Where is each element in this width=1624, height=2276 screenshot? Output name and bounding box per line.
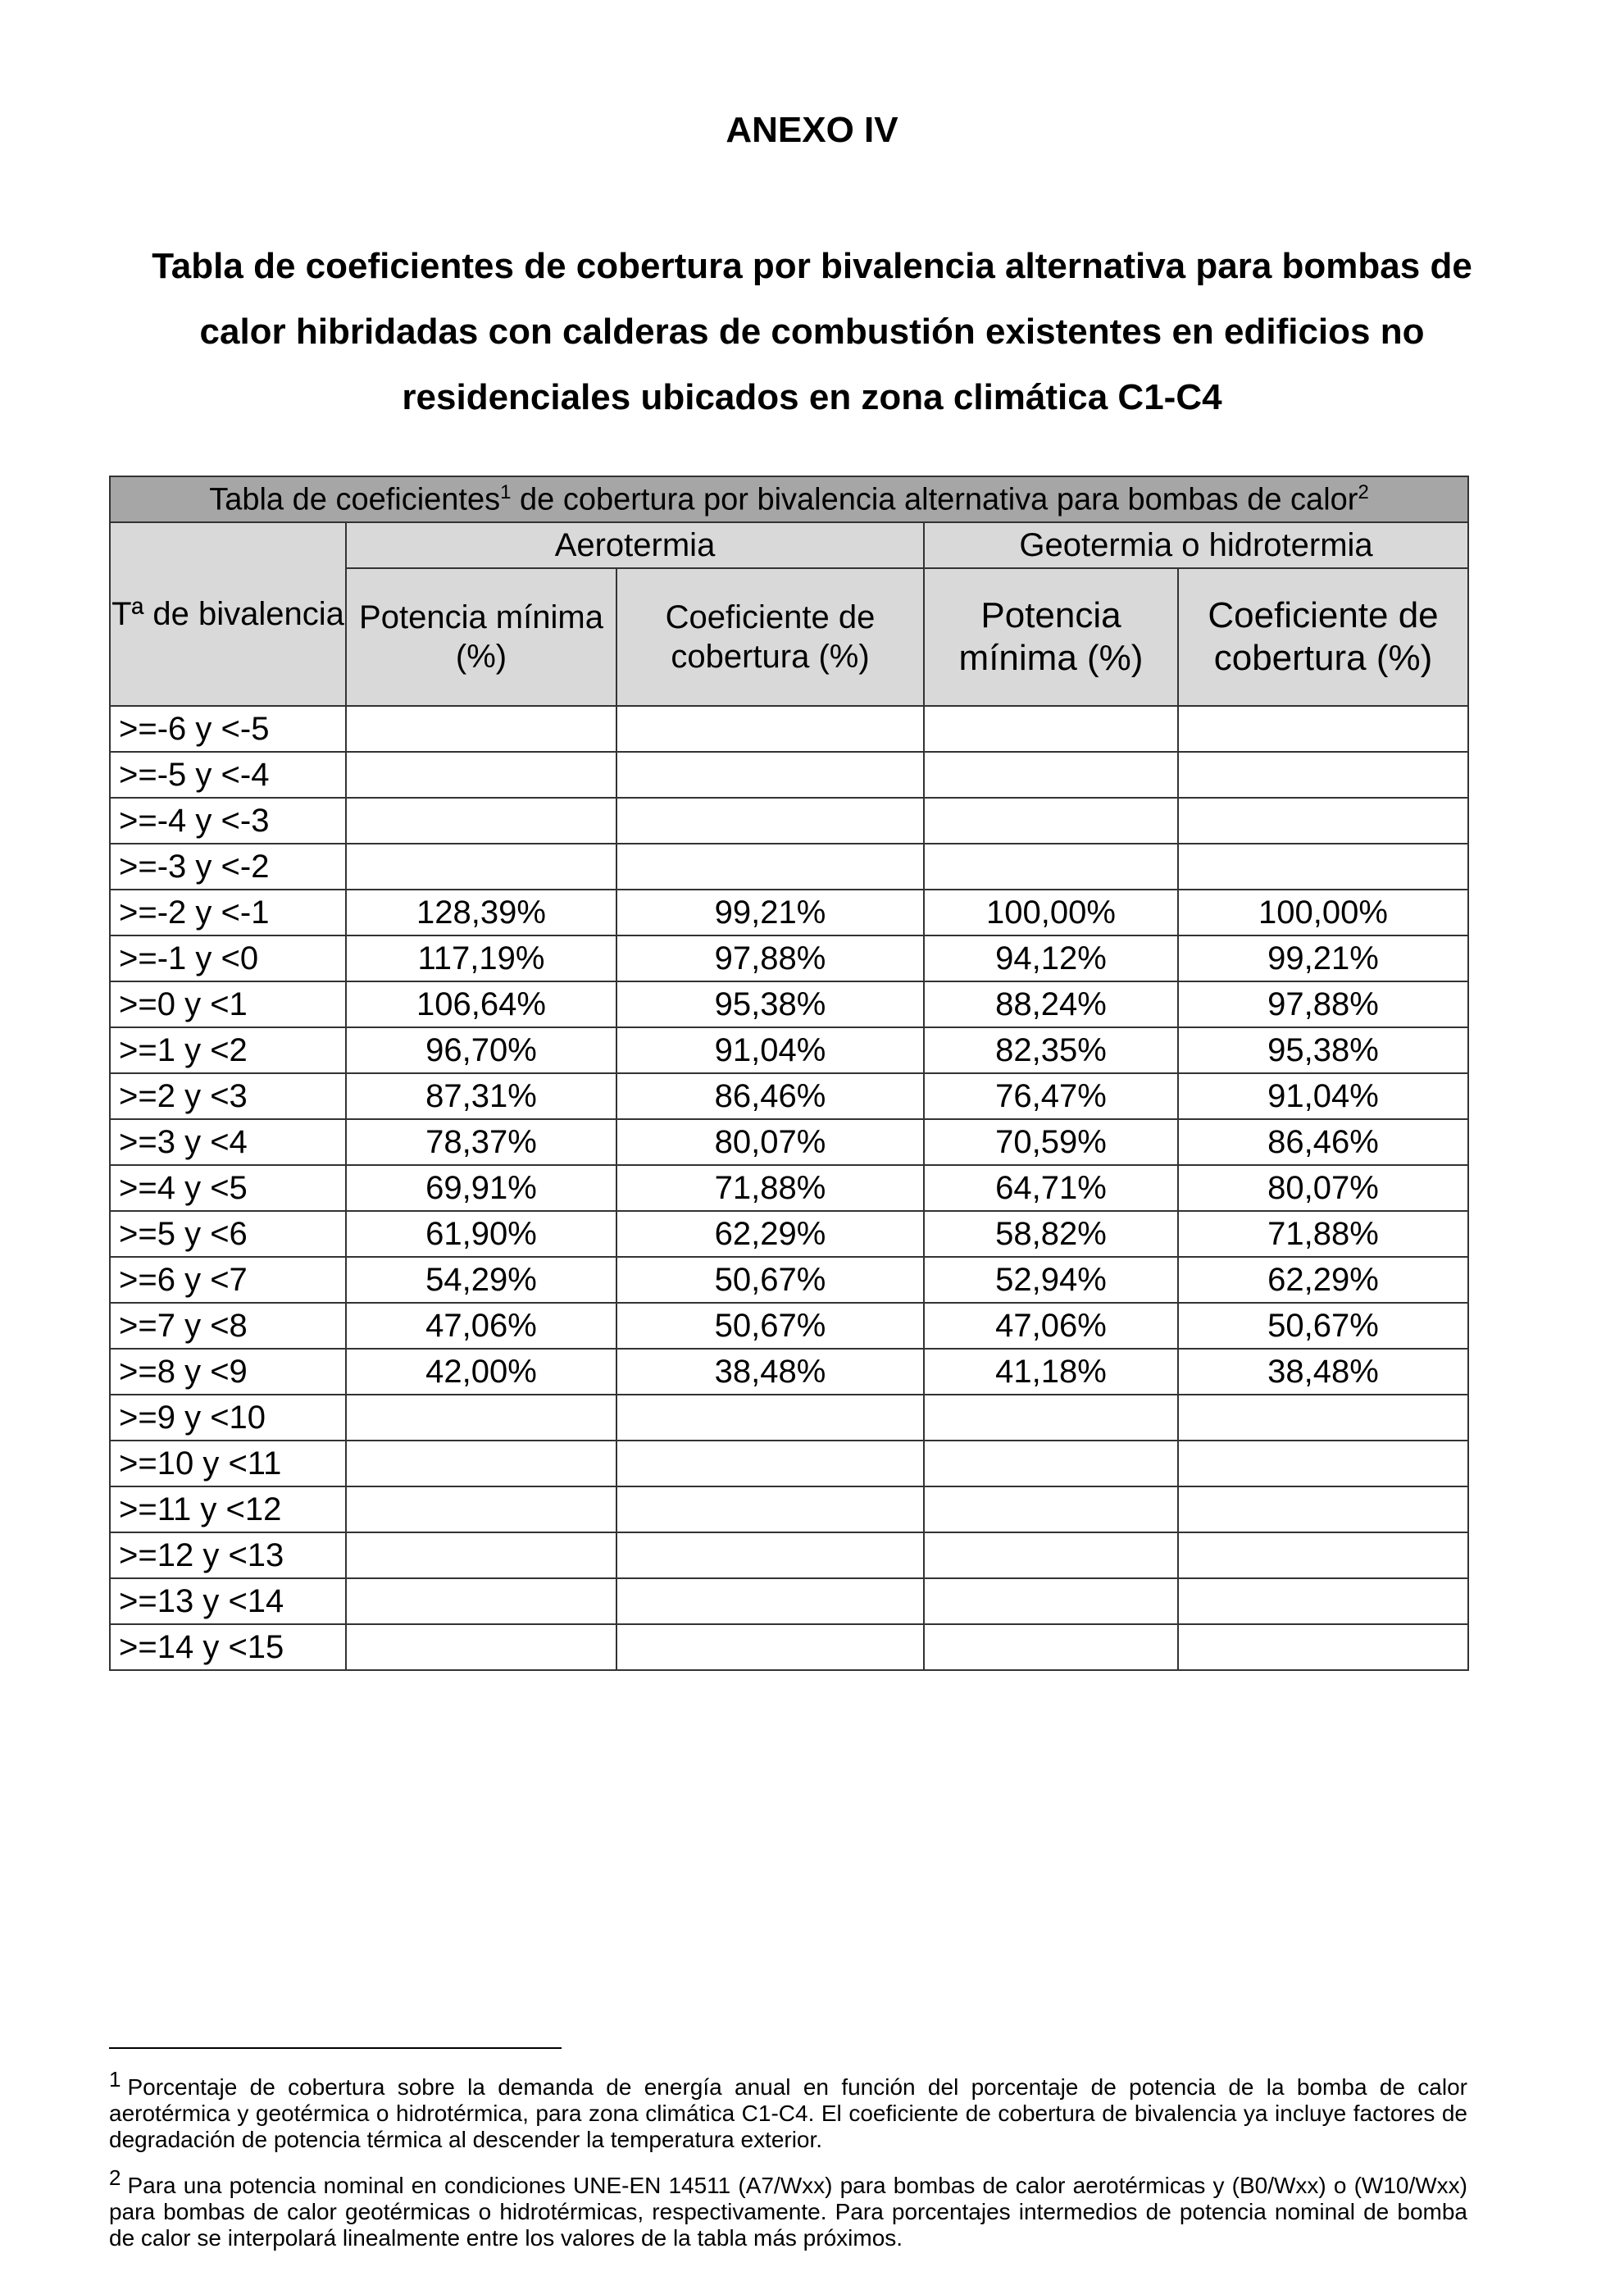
geo-coef-cell: 71,88% bbox=[1178, 1211, 1468, 1257]
aero-coef-cell: 95,38% bbox=[616, 981, 924, 1027]
geo-coef-cell: 50,67% bbox=[1178, 1303, 1468, 1349]
footnote-ref-1[interactable]: 1 bbox=[500, 480, 512, 503]
geo-potencia-cell bbox=[924, 1532, 1178, 1578]
geo-coef-cell bbox=[1178, 706, 1468, 752]
geo-coef-cell: 100,00% bbox=[1178, 890, 1468, 935]
aero-potencia-cell bbox=[346, 1395, 616, 1441]
geo-coef-cell bbox=[1178, 798, 1468, 844]
aero-potencia-cell bbox=[346, 1486, 616, 1532]
aero-coef-cell bbox=[616, 1486, 924, 1532]
aero-potencia-cell: 69,91% bbox=[346, 1165, 616, 1211]
aerotermia-group-header: Aerotermia bbox=[346, 522, 924, 568]
temperature-range: >=12 y <13 bbox=[110, 1532, 346, 1578]
table-row bbox=[110, 1073, 1468, 1119]
geo-coef-cell bbox=[1178, 1486, 1468, 1532]
table-row bbox=[110, 1119, 1468, 1165]
temperature-range: >=5 y <6 bbox=[110, 1211, 346, 1257]
aero-potencia-cell: 117,19% bbox=[346, 935, 616, 981]
aero-potencia-cell: 78,37% bbox=[346, 1119, 616, 1165]
geo-coef-cell: 97,88% bbox=[1178, 981, 1468, 1027]
geo-potencia-cell: 82,35% bbox=[924, 1027, 1178, 1073]
temperature-range: >=7 y <8 bbox=[110, 1303, 346, 1349]
aero-potencia-cell: 106,64% bbox=[346, 981, 616, 1027]
geo-coef-cell bbox=[1178, 1441, 1468, 1486]
temperature-range: >=13 y <14 bbox=[110, 1578, 346, 1624]
table-row bbox=[110, 890, 1468, 935]
temperature-range: >=-1 y <0 bbox=[110, 935, 346, 981]
table-row bbox=[110, 981, 1468, 1027]
temperature-range: >=1 y <2 bbox=[110, 1027, 346, 1073]
table-row bbox=[110, 1349, 1468, 1395]
aero-coef-cell: 50,67% bbox=[616, 1257, 924, 1303]
table-body bbox=[110, 706, 1468, 1670]
temperature-range: >=9 y <10 bbox=[110, 1395, 346, 1441]
temperature-column-header: Tª de bivalencia bbox=[110, 522, 346, 706]
table-main-header bbox=[110, 476, 1468, 522]
geo-coef-cell: 80,07% bbox=[1178, 1165, 1468, 1211]
temperature-range: >=4 y <5 bbox=[110, 1165, 346, 1211]
aero-coef-cell: 38,48% bbox=[616, 1349, 924, 1395]
geo-potencia-cell: 58,82% bbox=[924, 1211, 1178, 1257]
geo-potencia-cell bbox=[924, 1578, 1178, 1624]
geotermia-group-header: Geotermia o hidrotermia bbox=[924, 522, 1468, 568]
geo-potencia-cell bbox=[924, 752, 1178, 798]
geo-coef-cell bbox=[1178, 1578, 1468, 1624]
geo-coef-cell bbox=[1178, 1624, 1468, 1670]
aero-potencia-cell: 47,06% bbox=[346, 1303, 616, 1349]
table-row bbox=[110, 1578, 1468, 1624]
geo-potencia-cell bbox=[924, 706, 1178, 752]
aero-potencia-cell bbox=[346, 706, 616, 752]
aero-potencia-header: Potencia mínima (%) bbox=[346, 568, 616, 706]
footnote-1-number: 1 bbox=[109, 2067, 121, 2092]
table-row bbox=[110, 1211, 1468, 1257]
geo-potencia-cell: 70,59% bbox=[924, 1119, 1178, 1165]
geo-potencia-cell bbox=[924, 1486, 1178, 1532]
table-title-part1: Tabla de coeficientes bbox=[209, 482, 501, 517]
aero-potencia-cell bbox=[346, 798, 616, 844]
footnote-2-number: 2 bbox=[109, 2165, 121, 2190]
aero-potencia-cell: 128,39% bbox=[346, 890, 616, 935]
aero-coef-cell bbox=[616, 1532, 924, 1578]
aero-coef-cell: 71,88% bbox=[616, 1165, 924, 1211]
aero-potencia-cell: 61,90% bbox=[346, 1211, 616, 1257]
temperature-range: >=-2 y <-1 bbox=[110, 890, 346, 935]
geo-coef-cell: 62,29% bbox=[1178, 1257, 1468, 1303]
geo-potencia-cell: 76,47% bbox=[924, 1073, 1178, 1119]
aero-coef-cell bbox=[616, 1624, 924, 1670]
aero-coef-cell bbox=[616, 706, 924, 752]
geo-potencia-cell: 88,24% bbox=[924, 981, 1178, 1027]
geo-potencia-cell: 52,94% bbox=[924, 1257, 1178, 1303]
footnote-ref-2[interactable]: 2 bbox=[1358, 480, 1369, 503]
table-row bbox=[110, 935, 1468, 981]
footnote-2 bbox=[109, 2164, 1467, 2251]
aero-potencia-cell bbox=[346, 844, 616, 890]
coefficients-table bbox=[109, 476, 1469, 1671]
temperature-range: >=0 y <1 bbox=[110, 981, 346, 1027]
aero-coef-cell bbox=[616, 798, 924, 844]
table-row bbox=[110, 1624, 1468, 1670]
aero-coef-cell: 80,07% bbox=[616, 1119, 924, 1165]
annex-title: ANEXO IV bbox=[726, 110, 898, 150]
geo-coef-cell: 86,46% bbox=[1178, 1119, 1468, 1165]
footnote-1 bbox=[109, 2066, 1467, 2153]
aero-coef-cell: 97,88% bbox=[616, 935, 924, 981]
geo-coef-cell bbox=[1178, 752, 1468, 798]
aero-coef-cell: 86,46% bbox=[616, 1073, 924, 1119]
table-row bbox=[110, 1027, 1468, 1073]
temperature-range: >=11 y <12 bbox=[110, 1486, 346, 1532]
aero-potencia-cell bbox=[346, 1532, 616, 1578]
geo-potencia-cell: 41,18% bbox=[924, 1349, 1178, 1395]
table-row bbox=[110, 1486, 1468, 1532]
table-row bbox=[110, 752, 1468, 798]
geo-potencia-cell bbox=[924, 844, 1178, 890]
geo-potencia-cell: 94,12% bbox=[924, 935, 1178, 981]
geo-potencia-cell: 47,06% bbox=[924, 1303, 1178, 1349]
geo-coef-cell bbox=[1178, 1532, 1468, 1578]
geo-potencia-cell: 100,00% bbox=[924, 890, 1178, 935]
aero-coef-cell: 62,29% bbox=[616, 1211, 924, 1257]
table-row bbox=[110, 798, 1468, 844]
geo-coef-cell bbox=[1178, 1395, 1468, 1441]
temperature-range: >=-3 y <-2 bbox=[110, 844, 346, 890]
aero-potencia-cell: 87,31% bbox=[346, 1073, 616, 1119]
footnote-separator bbox=[109, 2047, 562, 2049]
aero-coef-cell bbox=[616, 752, 924, 798]
geo-coef-cell: 95,38% bbox=[1178, 1027, 1468, 1073]
geo-coef-cell: 99,21% bbox=[1178, 935, 1468, 981]
temperature-range: >=14 y <15 bbox=[110, 1624, 346, 1670]
geo-coef-cell bbox=[1178, 844, 1468, 890]
aero-coef-header: Coeficiente de cobertura (%) bbox=[616, 568, 924, 706]
geo-potencia-cell bbox=[924, 1441, 1178, 1486]
temperature-range: >=8 y <9 bbox=[110, 1349, 346, 1395]
table-row bbox=[110, 1165, 1468, 1211]
temperature-range: >=2 y <3 bbox=[110, 1073, 346, 1119]
aero-potencia-cell bbox=[346, 1624, 616, 1670]
aero-coef-cell bbox=[616, 1395, 924, 1441]
table-row bbox=[110, 1441, 1468, 1486]
table-row bbox=[110, 1532, 1468, 1578]
temperature-range: >=3 y <4 bbox=[110, 1119, 346, 1165]
aero-potencia-cell bbox=[346, 752, 616, 798]
aero-potencia-cell bbox=[346, 1578, 616, 1624]
aero-coef-cell bbox=[616, 1441, 924, 1486]
aero-potencia-cell bbox=[346, 1441, 616, 1486]
temperature-range: >=-4 y <-3 bbox=[110, 798, 346, 844]
footnote-1-text: Porcentaje de cobertura sobre la demanda de energía anual en función del porcentaje de potencia de la bomba de calor aerotérmica y geotérmica o hidrotérmica, para zona climática C1-C4. El coeficiente de cobertura de bivalencia ya incluye factores de degradación de potencia térmica al descender la temperatura exterior. bbox=[109, 2074, 1467, 2152]
temperature-range: >=-6 y <-5 bbox=[110, 706, 346, 752]
table-row bbox=[110, 1303, 1468, 1349]
aero-coef-cell: 91,04% bbox=[616, 1027, 924, 1073]
geo-potencia-header: Potencia mínima (%) bbox=[924, 568, 1178, 706]
geo-potencia-cell bbox=[924, 798, 1178, 844]
geo-coef-cell: 38,48% bbox=[1178, 1349, 1468, 1395]
document-title: Tabla de coeficientes de cobertura por bivalencia alternativa para bombas de calor hibridadas con calderas de combustión existentes en edificios no residenciales ubicados en zona climática C1-C4 bbox=[152, 246, 1472, 417]
geo-coef-header: Coeficiente de cobertura (%) bbox=[1178, 568, 1468, 706]
table-row bbox=[110, 1257, 1468, 1303]
table-row bbox=[110, 1395, 1468, 1441]
temperature-range: >=6 y <7 bbox=[110, 1257, 346, 1303]
temperature-range: >=-5 y <-4 bbox=[110, 752, 346, 798]
aero-coef-cell: 50,67% bbox=[616, 1303, 924, 1349]
geo-coef-cell: 91,04% bbox=[1178, 1073, 1468, 1119]
aero-potencia-cell: 54,29% bbox=[346, 1257, 616, 1303]
table-title-part2: de cobertura por bivalencia alternativa para bombas de calor bbox=[511, 482, 1358, 517]
aero-coef-cell bbox=[616, 844, 924, 890]
geo-potencia-cell bbox=[924, 1395, 1178, 1441]
table-row bbox=[110, 844, 1468, 890]
aero-potencia-cell: 96,70% bbox=[346, 1027, 616, 1073]
temperature-range: >=10 y <11 bbox=[110, 1441, 346, 1486]
footnote-2-text: Para una potencia nominal en condiciones UNE-EN 14511 (A7/Wxx) para bombas de calor aerotérmicas y (B0/Wxx) o (W10/Wxx) para bombas de calor geotérmicas o hidrotérmicas, respectivamente. Para porcentajes intermedios de potencia nominal de bomba de calor se interpolará linealmente entre los valores de la tabla más próximos. bbox=[109, 2173, 1467, 2251]
aero-coef-cell bbox=[616, 1578, 924, 1624]
table-row bbox=[110, 706, 1468, 752]
aero-coef-cell: 99,21% bbox=[616, 890, 924, 935]
geo-potencia-cell bbox=[924, 1624, 1178, 1670]
aero-potencia-cell: 42,00% bbox=[346, 1349, 616, 1395]
geo-potencia-cell: 64,71% bbox=[924, 1165, 1178, 1211]
